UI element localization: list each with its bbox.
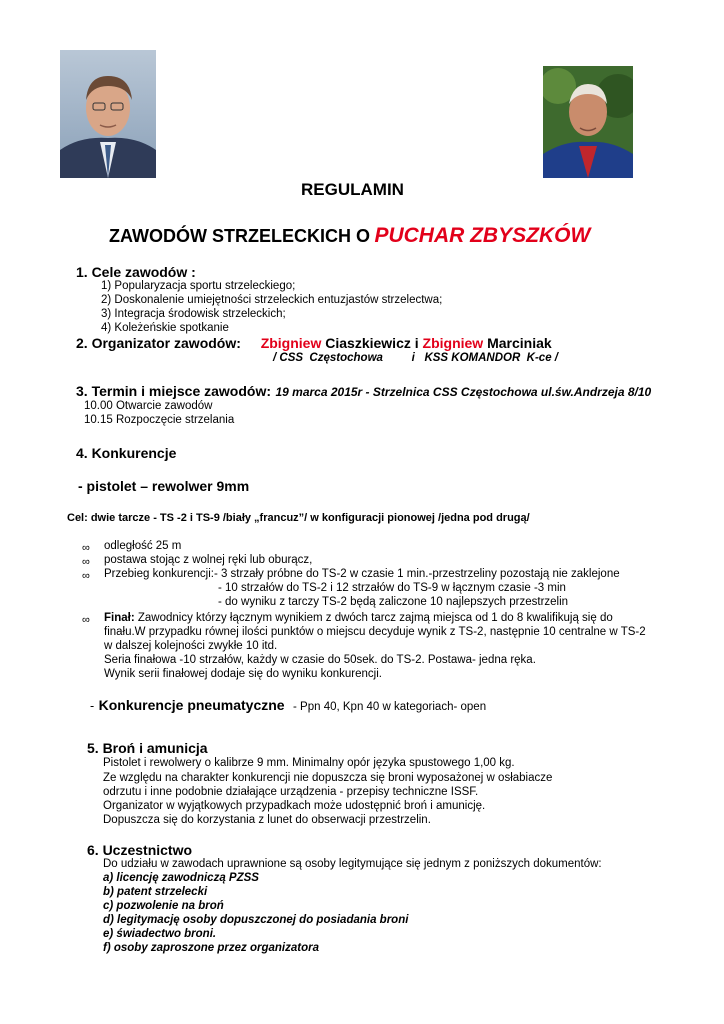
subtitle-highlight: PUCHAR ZBYSZKÓW [374,224,591,247]
infinity-bullet-icon: ∞ [82,570,90,582]
final-text: Zawodnicy którzy łącznym wynikiem z dwóch tarcz zajmą miejsca od 1 do 8 kwalifikują się do [137,612,613,624]
organizer-label: 2. Organizator zawodów: [76,335,241,351]
list-item: odległość 25 m [104,540,182,552]
pistol-heading: - pistolet – rewolwer 9mm [78,478,250,494]
subtitle-prefix: ZAWODÓW STRZELECKICH O [109,226,370,246]
list-item: a) licencję zawodniczą PZSS [103,872,259,884]
list-item: c) pozwolenie na broń [103,900,224,912]
portrait-left-photo [60,50,156,178]
date-detail: 19 marca 2015r - Strzelnica CSS Częstochowa ul.św.Andrzeja 8/10 [275,385,652,399]
pneumatic-line [90,697,486,715]
final-line: Seria finałowa -10 strzałów, każdy w czasie do 50sek. do TS-2. Postawa- jedna ręka. [104,654,536,666]
list-item: d) legitymację osoby dopuszczonej do posiadania broni [103,914,409,926]
list-item: 1) Popularyzacja sportu strzeleckiego; [101,280,296,292]
organizer-1-first: Zbigniew [260,335,322,351]
pneumatic-detail: - Ppn 40, Kpn 40 w kategoriach- open [293,701,487,713]
paragraph-line: Dopuszcza się do korzystania z lunet do obserwacji przestrzelin. [103,814,431,826]
infinity-bullet-icon: ∞ [82,556,90,568]
pneumatic-dash: - [90,699,95,713]
portrait-right-photo [543,66,633,178]
target-description: Cel: dwie tarcze - TS -2 i TS-9 /biały „francuz”/ w konfiguracji pionowej /jedna pod drugą/ [67,512,530,524]
organizer-2-first: Zbigniew [422,335,484,351]
section-1-heading: 1. Cele zawodów : [76,264,196,280]
pneumatic-heading: Konkurencje pneumatyczne [98,697,285,713]
section-3-heading [76,383,651,401]
schedule-item: 10.00 Otwarcie zawodów [84,400,213,412]
final-line: w dalszej kolejności zwykłe 10 itd. [104,640,278,652]
section-2-heading [76,335,552,351]
list-item: postawa stojąc z wolnej ręki lub oburącz, [104,554,313,566]
list-item: Przebieg konkurencji:- 3 strzały próbne do TS-2 w czasie 1 min.-przestrzeliny pozostają nie zaklejone [104,568,620,580]
organizer-clubs: / CSS Częstochowa i KSS KOMANDOR K-ce / [273,352,558,364]
section-5-heading: 5. Broń i amunicja [87,740,208,756]
paragraph-line: Pistolet i rewolwery o kalibrze 9 mm. Minimalny opór języka spustowego 1,00 kg. [103,757,515,769]
section-6-heading: 6. Uczestnictwo [87,842,193,858]
list-item: 4) Koleżeńskie spotkanie [101,322,229,334]
page-title: REGULAMIN [301,180,404,199]
paragraph-line: Do udziału w zawodach uprawnione są osoby legitymujące się jednym z poniższych dokumentów: [103,858,602,870]
paragraph-line: Organizator w wyjątkowych przypadkach może udostępnić broń i amunicję. [103,800,486,812]
schedule-item: 10.15 Rozpoczęcie strzelania [84,414,235,426]
list-item: 3) Integracja środowisk strzeleckich; [101,308,286,320]
list-item: b) patent strzelecki [103,886,208,898]
section-4-heading: 4. Konkurencje [76,445,177,461]
paragraph-line: odrzutu i inne podobnie działające urządzenia - przepisy techniczne ISSF. [103,786,479,798]
final-line: Wynik serii finałowej dodaje się do wyniku konkurencji. [104,668,382,680]
list-item: 2) Doskonalenie umiejętności strzeleckich entuzjastów strzelectwa; [101,294,443,306]
infinity-bullet-icon: ∞ [82,542,90,554]
organizer-2-last: Marciniak [487,335,552,351]
final-line: finału.W przypadku równej ilości punktów o miejscu decyduje wynik z TS-2, następnie 10 centralne w TS-2 [104,626,646,638]
list-item: f) osoby zaproszone przez organizatora [103,942,319,954]
date-label: 3. Termin i miejsce zawodów: [76,383,272,399]
paragraph-line: Ze względu na charakter konkurencji nie dopuszcza się broni wyposażonej w osłabiacze [103,772,553,784]
page-subtitle [109,224,590,248]
organizer-1-last: Ciaszkiewicz i [325,335,419,351]
list-item: - 10 strzałów do TS-2 i 12 strzałów do TS-9 w łącznym czasie -3 min [218,582,566,594]
final-label: Finał: [104,612,135,624]
infinity-bullet-icon: ∞ [82,614,90,626]
list-item: e) świadectwo broni. [103,928,217,940]
list-item: - do wyniku z tarczy TS-2 będą zaliczone 10 najlepszych przestrzelin [218,596,569,608]
final-line [104,612,613,624]
